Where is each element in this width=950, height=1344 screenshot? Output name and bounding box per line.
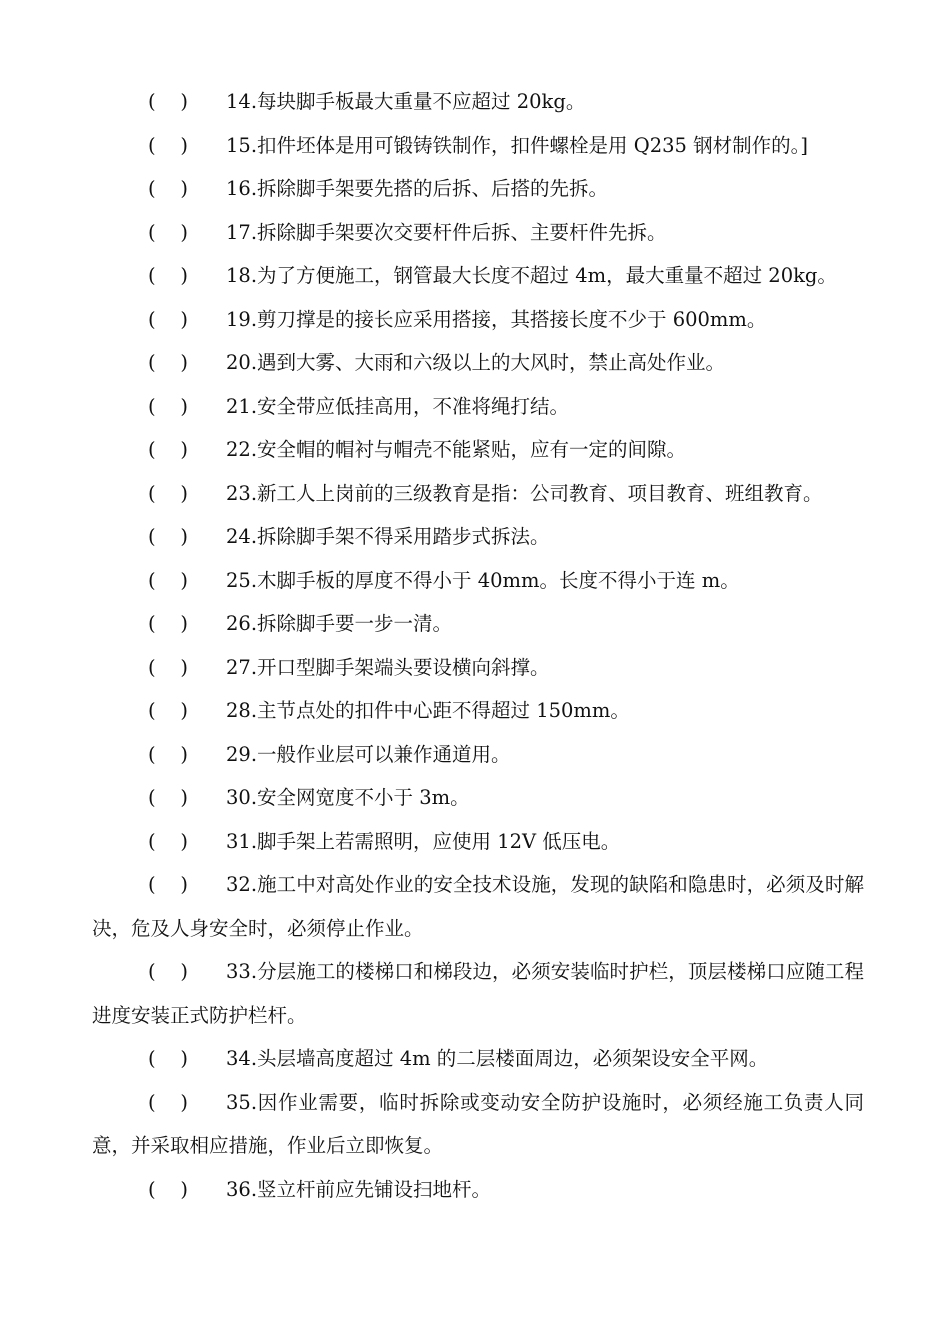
answer-blank[interactable]: ( ) — [148, 742, 195, 766]
question-text: 32.施工中对高处作业的安全技术设施，发现的缺陷和隐患时，必须及时解决，危及人身安全时，必须停止作业。 — [92, 873, 864, 940]
question-text: 34.头层墙高度超过 4m 的二层楼面周边，必须架设安全平网。 — [226, 1047, 769, 1070]
answer-blank[interactable]: ( ) — [148, 351, 195, 374]
answer-blank[interactable]: ( ) — [148, 699, 195, 722]
answer-blank[interactable]: ( ) — [148, 481, 195, 505]
question-text: 18.为了方便施工，钢管最大长度不超过 4m，最大重量不超过 20kg。 — [226, 264, 837, 287]
question-text: 22.安全帽的帽衬与帽壳不能紧贴，应有一定的间隙。 — [226, 438, 687, 461]
question-item-29 — [92, 733, 864, 777]
question-text: 16.拆除脚手架要先搭的后拆、后搭的先拆。 — [226, 177, 609, 200]
answer-blank[interactable]: ( ) — [148, 438, 195, 461]
question-item-30 — [92, 776, 864, 820]
question-item-14 — [92, 80, 864, 124]
question-item-36 — [92, 1168, 864, 1212]
question-item-25 — [92, 559, 864, 603]
question-text: 25.木脚手板的厚度不得小于 40mm。长度不得小于连 m。 — [226, 568, 740, 592]
question-text: 27.开口型脚手架端头要设横向斜撑。 — [226, 655, 550, 679]
question-text: 24.拆除脚手架不得采用踏步式拆法。 — [226, 525, 550, 548]
document-page — [92, 80, 864, 1211]
answer-blank[interactable]: ( ) — [148, 612, 195, 635]
question-item-34 — [92, 1037, 864, 1081]
question-item-20 — [92, 341, 864, 385]
question-text: 15.扣件坯体是用可锻铸铁制作，扣件螺栓是用 Q235 钢材制作的。] — [226, 133, 808, 157]
question-text: 35.因作业需要，临时拆除或变动安全防护设施时，必须经施工负责人同意，并采取相应措施，作业后立即恢复。 — [92, 1090, 864, 1157]
question-item-35 — [92, 1081, 864, 1168]
question-text: 14.每块脚手板最大重量不应超过 20kg。 — [226, 90, 586, 113]
question-text: 29.一般作业层可以兼作通道用。 — [226, 742, 511, 766]
answer-blank[interactable]: ( ) — [148, 829, 195, 853]
question-item-19 — [92, 298, 864, 342]
answer-blank[interactable]: ( ) — [148, 525, 195, 548]
question-text: 30.安全网宽度不小于 3m。 — [226, 786, 470, 809]
question-text: 20.遇到大雾、大雨和六级以上的大风时，禁止高处作业。 — [226, 351, 726, 374]
answer-blank[interactable]: ( ) — [148, 960, 195, 983]
question-item-33 — [92, 950, 864, 1037]
question-item-21 — [92, 385, 864, 429]
answer-blank[interactable]: ( ) — [148, 1177, 195, 1201]
question-item-24 — [92, 515, 864, 559]
question-text: 26.拆除脚手要一步一清。 — [226, 612, 453, 635]
question-text: 31.脚手架上若需照明，应使用 12V 低压电。 — [226, 829, 621, 853]
answer-blank[interactable]: ( ) — [148, 264, 189, 287]
answer-blank[interactable]: ( ) — [148, 873, 195, 896]
question-item-18 — [92, 254, 864, 298]
answer-blank[interactable]: ( ) — [148, 307, 195, 331]
answer-blank[interactable]: ( ) — [148, 177, 195, 200]
answer-blank[interactable]: ( ) — [148, 1090, 195, 1114]
question-item-17 — [92, 211, 864, 255]
answer-blank[interactable]: ( ) — [148, 655, 195, 679]
question-text: 33.分层施工的楼梯口和梯段边，必须安装临时护栏，顶层楼梯口应随工程进度安装正式防护栏杆。 — [92, 960, 864, 1027]
question-item-28 — [92, 689, 864, 733]
answer-blank[interactable]: ( ) — [148, 90, 195, 113]
question-text: 21.安全带应低挂高用，不准将绳打结。 — [226, 394, 570, 418]
question-text: 28.主节点处的扣件中心距不得超过 150mm。 — [226, 699, 630, 722]
question-text: 23.新工人上岗前的三级教育是指：公司教育、项目教育、班组教育。 — [226, 481, 823, 505]
question-text: 17.拆除脚手架要次交要杆件后拆、主要杆件先拆。 — [226, 220, 667, 244]
question-text: 36.竖立杆前应先铺设扫地杆。 — [226, 1177, 492, 1201]
question-item-32 — [92, 863, 864, 950]
answer-blank[interactable]: ( ) — [148, 1047, 195, 1070]
question-item-26 — [92, 602, 864, 646]
answer-blank[interactable]: ( ) — [148, 133, 189, 157]
question-item-15 — [92, 124, 864, 168]
answer-blank[interactable]: ( ) — [148, 786, 195, 809]
answer-blank[interactable]: ( ) — [148, 568, 195, 592]
question-item-23 — [92, 472, 864, 516]
question-text: 19.剪刀撑是的接长应采用搭接，其搭接长度不少于 600mm。 — [226, 307, 767, 331]
answer-blank[interactable]: ( ) — [148, 394, 195, 418]
question-item-16 — [92, 167, 864, 211]
question-item-27 — [92, 646, 864, 690]
question-item-22 — [92, 428, 864, 472]
answer-blank[interactable]: ( ) — [148, 220, 195, 244]
question-item-31 — [92, 820, 864, 864]
